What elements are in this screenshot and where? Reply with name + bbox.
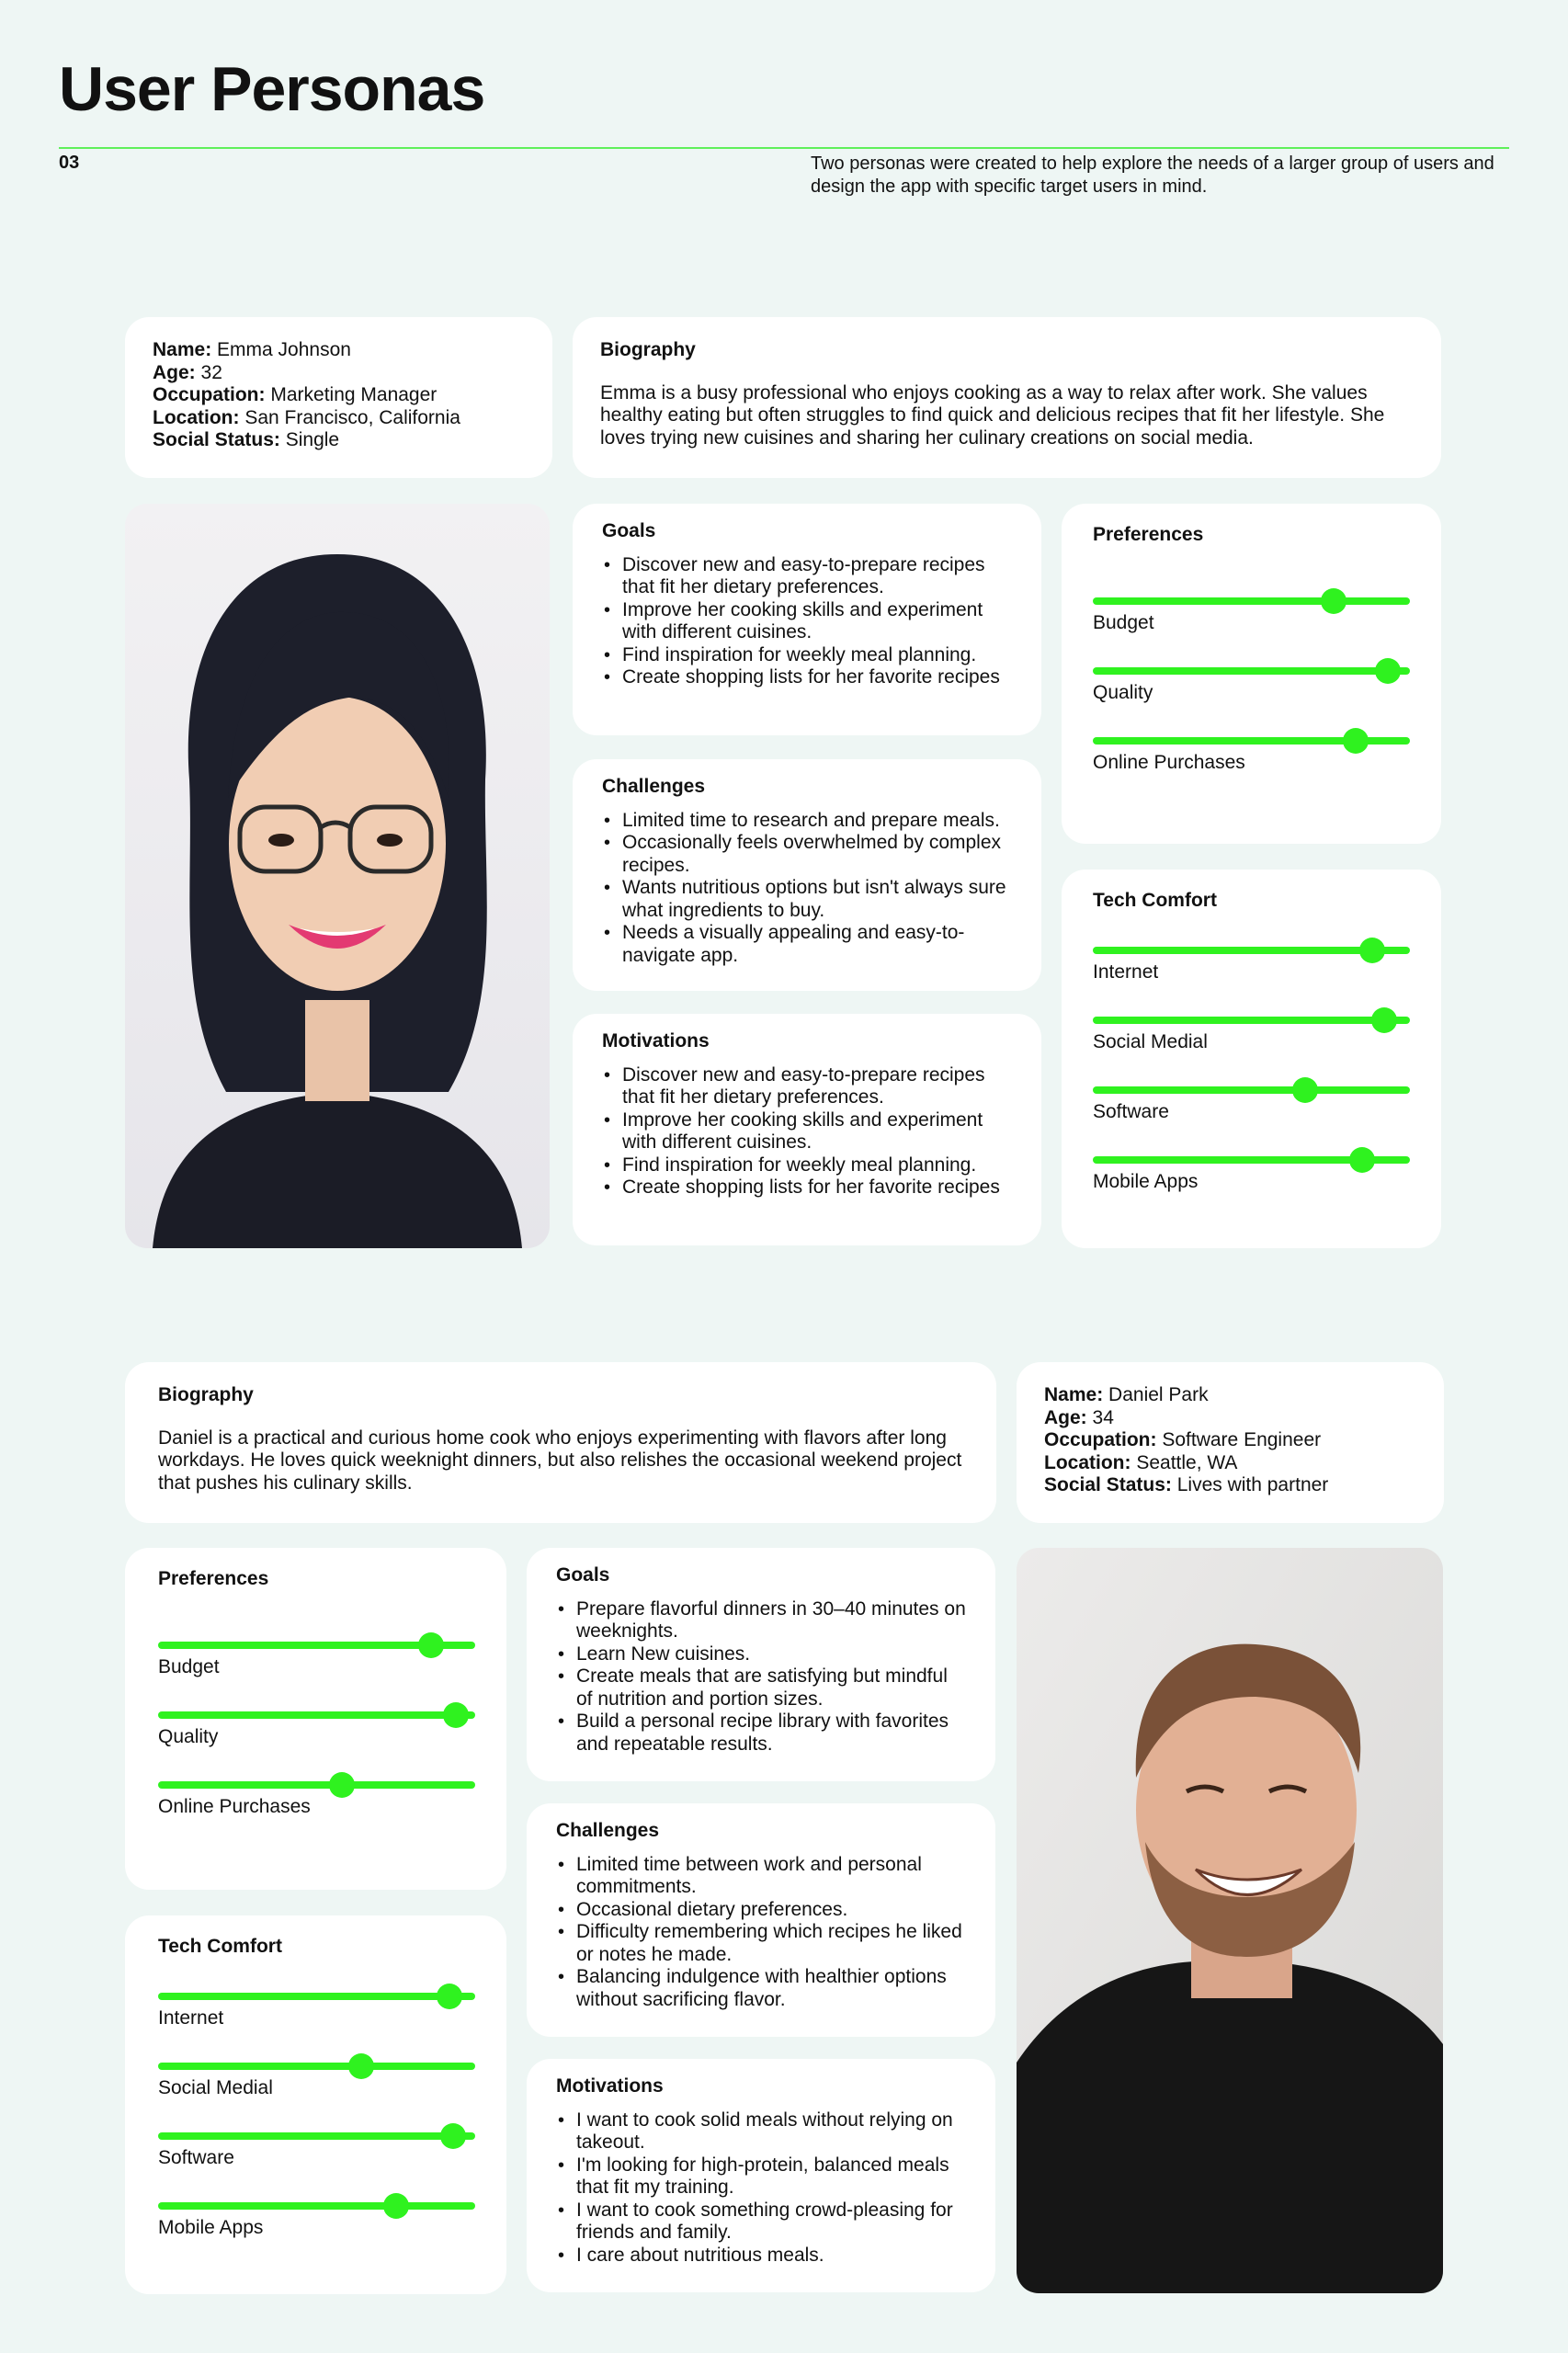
motivations-list xyxy=(556,2109,966,2268)
rating-slider[interactable] xyxy=(1093,636,1410,706)
info-key: Name: xyxy=(153,339,212,360)
list-item: • Prepare flavorful dinners in 30–40 minutes on weeknights. xyxy=(556,1598,966,1643)
goals-list xyxy=(556,1598,966,1756)
rating-slider[interactable] xyxy=(1093,566,1410,636)
info-key: Occupation: xyxy=(153,384,266,405)
slider-label: Budget xyxy=(158,1656,220,1677)
slider-thumb[interactable] xyxy=(443,1702,469,1728)
persona-2-challenges-card xyxy=(527,1803,995,2037)
slider-track[interactable] xyxy=(1093,1017,1410,1024)
motivations-heading: Motivations xyxy=(602,1030,710,1051)
slider-track[interactable] xyxy=(1093,1086,1410,1094)
slider-label: Mobile Apps xyxy=(1093,1171,1199,1192)
rating-slider[interactable] xyxy=(158,2101,475,2171)
list-item: • Discover new and easy-to-prepare recipes that fit her dietary preferences. xyxy=(602,1064,1012,1109)
slider-label: Quality xyxy=(158,1726,219,1747)
slider-track[interactable] xyxy=(158,1993,475,2000)
goals-heading: Goals xyxy=(602,520,656,541)
persona-1-preferences-card xyxy=(1062,504,1441,844)
info-row xyxy=(1044,1384,1416,1407)
slider-thumb[interactable] xyxy=(1371,1007,1397,1033)
slider-track[interactable] xyxy=(158,2063,475,2070)
slider-thumb[interactable] xyxy=(383,2193,409,2219)
slider-thumb[interactable] xyxy=(440,2123,466,2149)
goals-list xyxy=(602,554,1012,689)
info-row xyxy=(1044,1407,1416,1430)
slider-label: Software xyxy=(1093,1101,1169,1122)
preferences-heading: Preferences xyxy=(1093,524,1204,545)
info-key: Social Status: xyxy=(1044,1474,1172,1495)
slider-track[interactable] xyxy=(1093,597,1410,605)
list-item: • Learn New cuisines. xyxy=(556,1643,966,1666)
slider-track[interactable] xyxy=(158,2132,475,2140)
info-key: Age: xyxy=(153,361,196,383)
persona-1-motivations-card xyxy=(573,1014,1041,1245)
daniel-portrait-image xyxy=(1017,1548,1443,2293)
list-item: • I want to cook something crowd-pleasing for friends and family. xyxy=(556,2200,966,2245)
rating-slider[interactable] xyxy=(158,1750,475,1820)
slider-label: Internet xyxy=(158,2007,224,2029)
list-item: • Improve her cooking skills and experiment with different cuisines. xyxy=(602,1109,1012,1154)
persona-1-info-card xyxy=(125,317,552,478)
info-key: Social Status: xyxy=(153,429,280,450)
info-value: San Francisco, California xyxy=(244,406,460,428)
persona-2-info-card xyxy=(1017,1362,1444,1523)
slider-thumb[interactable] xyxy=(418,1632,444,1658)
list-item: • Find inspiration for weekly meal planning. xyxy=(602,1154,1012,1177)
intro-text: Two personas were created to help explore the needs of a larger group of users and design the app with specific target users in mind. xyxy=(811,153,1494,197)
persona-1-photo xyxy=(125,504,550,1248)
persona-2-photo xyxy=(1017,1548,1443,2293)
slider-thumb[interactable] xyxy=(1349,1147,1375,1173)
slider-label: Social Medial xyxy=(1093,1031,1208,1052)
slider-thumb[interactable] xyxy=(437,1984,462,2009)
info-row xyxy=(1044,1429,1416,1452)
page-title: User Personas xyxy=(59,54,485,124)
slider-track[interactable] xyxy=(158,1781,475,1789)
info-value: 32 xyxy=(200,361,222,383)
slider-label: Budget xyxy=(1093,612,1154,633)
info-value: Seattle, WA xyxy=(1136,1451,1238,1473)
list-item: • I care about nutritious meals. xyxy=(556,2245,966,2268)
list-item: • Difficulty remembering which recipes he liked or notes he made. xyxy=(556,1921,966,1966)
rating-slider[interactable] xyxy=(158,2031,475,2101)
list-item: • I'm looking for high-protein, balanced meals that fit my training. xyxy=(556,2154,966,2200)
info-value: Daniel Park xyxy=(1108,1384,1209,1405)
list-item: • Create shopping lists for her favorite recipes xyxy=(602,666,1012,689)
list-item: • I want to cook solid meals without relying on takeout. xyxy=(556,2109,966,2154)
info-row xyxy=(153,339,525,362)
rating-slider[interactable] xyxy=(1093,706,1410,776)
list-item: • Build a personal recipe library with favorites and repeatable results. xyxy=(556,1711,966,1756)
challenges-list xyxy=(556,1854,966,2012)
biography-text: Emma is a busy professional who enjoys cooking as a way to relax after work. She values healthy eating but often struggles to find quick and delicious recipes that fit her lifestyle. She loves trying new cuisines and sharing her culinary creations on social media. xyxy=(600,381,1385,449)
slider-thumb[interactable] xyxy=(1375,658,1401,684)
slider-label: Online Purchases xyxy=(158,1796,311,1817)
info-value: 34 xyxy=(1092,1406,1114,1428)
rating-slider[interactable] xyxy=(158,1610,475,1680)
list-item: • Occasionally feels overwhelmed by complex recipes. xyxy=(602,832,1012,877)
list-item: • Limited time to research and prepare meals. xyxy=(602,810,1012,833)
persona-1-challenges-card xyxy=(573,759,1041,991)
info-key: Location: xyxy=(1044,1451,1131,1473)
info-value: Software Engineer xyxy=(1162,1429,1322,1450)
rating-slider[interactable] xyxy=(1093,985,1410,1055)
info-row xyxy=(153,362,525,385)
preferences-heading: Preferences xyxy=(158,1568,269,1589)
info-key: Age: xyxy=(1044,1406,1087,1428)
rating-slider[interactable] xyxy=(158,1961,475,2031)
list-item: • Balancing indulgence with healthier options without sacrificing flavor. xyxy=(556,1966,966,2011)
list-item: • Create shopping lists for her favorite recipes xyxy=(602,1176,1012,1199)
persona-1-goals-card xyxy=(573,504,1041,735)
info-row xyxy=(1044,1474,1416,1497)
biography-heading: Biography xyxy=(158,1384,254,1405)
slider-label: Online Purchases xyxy=(1093,752,1245,773)
list-item: • Limited time between work and personal commitments. xyxy=(556,1854,966,1899)
slider-label: Mobile Apps xyxy=(158,2217,264,2238)
biography-heading: Biography xyxy=(600,339,696,360)
slider-label: Software xyxy=(158,2147,234,2168)
persona-1-biography-card xyxy=(573,317,1441,478)
slider-track[interactable] xyxy=(158,2202,475,2210)
info-row xyxy=(153,407,525,430)
rating-slider[interactable] xyxy=(158,1680,475,1750)
motivations-list xyxy=(602,1064,1012,1199)
slider-label: Social Medial xyxy=(158,2077,273,2098)
rating-slider[interactable] xyxy=(158,2171,475,2241)
info-value: Lives with partner xyxy=(1176,1474,1329,1495)
slider-label: Quality xyxy=(1093,682,1153,703)
rating-slider[interactable] xyxy=(1093,1125,1410,1195)
challenges-heading: Challenges xyxy=(602,776,706,797)
list-item: • Find inspiration for weekly meal planning. xyxy=(602,644,1012,667)
rating-slider[interactable] xyxy=(1093,1055,1410,1125)
info-key: Name: xyxy=(1044,1384,1104,1405)
slider-thumb[interactable] xyxy=(1359,938,1385,963)
info-row xyxy=(1044,1452,1416,1475)
info-row xyxy=(153,384,525,407)
persona-2-tech-comfort-card xyxy=(125,1915,506,2294)
title-divider xyxy=(59,147,1509,149)
slider-thumb[interactable] xyxy=(1321,588,1346,614)
list-item: • Create meals that are satisfying but mindful of nutrition and portion sizes. xyxy=(556,1665,966,1711)
challenges-heading: Challenges xyxy=(556,1820,660,1841)
persona-2-motivations-card xyxy=(527,2059,995,2292)
slider-thumb[interactable] xyxy=(329,1772,355,1798)
biography-text: Daniel is a practical and curious home cook who enjoys experimenting with flavors after long workdays. He loves quick weeknight dinners, but also relishes the occasional weekend project that pushes his culinary skills. xyxy=(158,1427,962,1494)
list-item: • Wants nutritious options but isn't always sure what ingredients to buy. xyxy=(602,877,1012,922)
info-value: Marketing Manager xyxy=(270,384,437,405)
rating-slider[interactable] xyxy=(1093,915,1410,985)
persona-2-goals-card xyxy=(527,1548,995,1781)
persona-1-tech-comfort-card xyxy=(1062,870,1441,1248)
info-key: Location: xyxy=(153,406,240,428)
motivations-heading: Motivations xyxy=(556,2075,664,2097)
list-item: • Needs a visually appealing and easy-to-navigate app. xyxy=(602,922,1012,967)
persona-2-biography-card xyxy=(125,1362,996,1523)
slider-thumb[interactable] xyxy=(1343,728,1369,754)
challenges-list xyxy=(602,810,1012,968)
info-key: Occupation: xyxy=(1044,1429,1157,1450)
emma-portrait-image xyxy=(125,504,550,1248)
persona-2-preferences-card xyxy=(125,1548,506,1890)
slider-label: Internet xyxy=(1093,961,1159,983)
info-row xyxy=(153,429,525,452)
slider-track[interactable] xyxy=(158,1711,475,1719)
goals-heading: Goals xyxy=(556,1564,610,1586)
page-number: 03 xyxy=(59,153,80,173)
info-value: Emma Johnson xyxy=(217,339,351,360)
tech-comfort-heading: Tech Comfort xyxy=(1093,890,1217,911)
slider-track[interactable] xyxy=(1093,667,1410,675)
list-item: • Discover new and easy-to-prepare recipes that fit her dietary preferences. xyxy=(602,554,1012,599)
slider-thumb[interactable] xyxy=(1292,1077,1318,1103)
list-item: • Improve her cooking skills and experiment with different cuisines. xyxy=(602,599,1012,644)
list-item: • Occasional dietary preferences. xyxy=(556,1899,966,1922)
info-value: Single xyxy=(285,429,340,450)
slider-thumb[interactable] xyxy=(348,2053,374,2079)
tech-comfort-heading: Tech Comfort xyxy=(158,1936,282,1957)
